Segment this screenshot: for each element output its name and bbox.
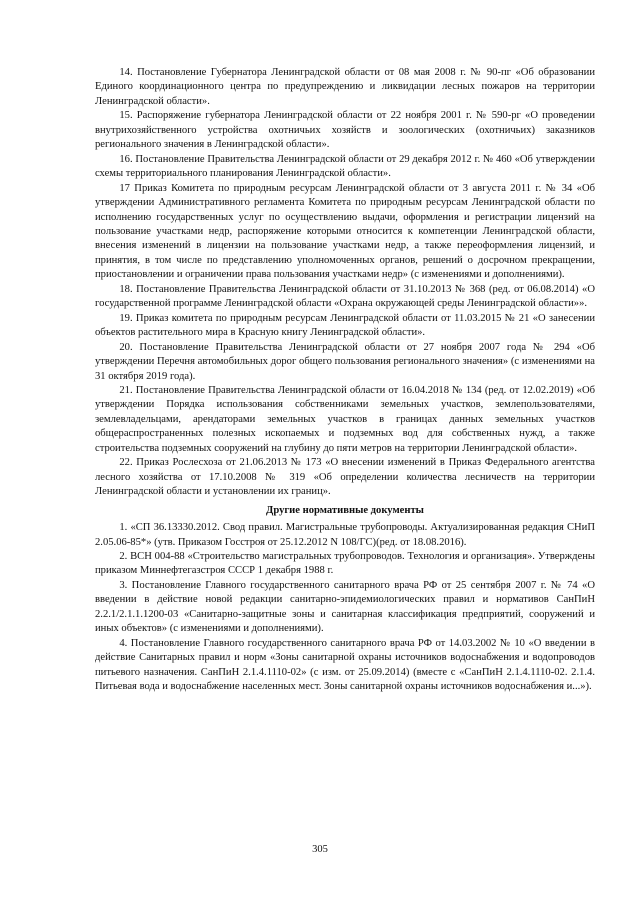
- list-item: 14. Постановление Губернатора Ленинградской области от 08 мая 2008 г. № 90-пг «Об образовании Единого координационного центра по предупреждению и ликвидации лесных пожаров на территории Ленинградской области».: [95, 67, 595, 107]
- page-number: 305: [312, 844, 328, 855]
- list-item: 20. Постановление Правительства Ленинградской области от 27 ноября 2007 года № 294 «Об утверждении Перечня автомобильных дорог общего пользования регионального значения» (с изменениями на 31 октября 2019 года).: [95, 341, 595, 382]
- document-page: [95, 66, 595, 694]
- list-item: 19. Приказ комитета по природным ресурсам Ленинградской области от 11.03.2015 № 21 «О занесении объектов растительного мира в Красную книгу Ленинградской области».: [95, 312, 595, 339]
- list-item: 17 Приказ Комитета по природным ресурсам Ленинградской области от 3 августа 2011 г. № 34 «Об утверждении Административного регламента Комитета по природным ресурсам Ленинградской области по исполнению государственных услуг по осуществлению выдачи, оформления и регистрации лицензий на пользование участками недр, распоряжение которыми относится к компетенции Ленинградской области, внесения изменений в лицензии на пользование участками недр, а также переоформления лицензий, и принятия, в том числе по представлению уполномоченных органов, решений о досрочном прекращении, приостановлении и ограничении права пользования участками недр» (с изменениями и дополнениями).: [95, 182, 595, 281]
- list-item: 4. Постановление Главного государственного санитарного врача РФ от 14.03.2002 № 10 «О введении в действие Санитарных правил и норм «Зоны санитарной охраны источников водоснабжения и водопроводов питьевого назначения. СанПиН 2.1.4.1110-02» (с изм. от 25.09.2014) (вместе с «СанПиН 2.1.4.1110-02. 2.1.4. Питьевая вода и водоснабжение населенных мест. Зоны санитарной охраны источников водоснабжения и...»).: [95, 637, 595, 693]
- list-item: 21. Постановление Правительства Ленинградской области от 16.04.2018 № 134 (ред. от 12.02.2019) «Об утверждении Порядка использования собственниками земельных участков, землепользователями, землевладельцами, арендаторами земельных участков в границах данных земельных участков общераспространенных полезных ископаемых и подземных вод для собственных нужд, а также строительства подземных сооружений на глубину до пяти метров на территории Ленинградской области».: [95, 384, 595, 454]
- list-item: 3. Постановление Главного государственного санитарного врача РФ от 25 сентября 2007 г. № 74 «О введении в действие новой редакции санитарно-эпидемиологических правил и нормативов СанПиН 2.2.1/2.1.1.1200-03 «Санитарно-защитные зоны и санитарная классификация предприятий, сооружений и иных объектов» (с изменениями и дополнениями).: [95, 579, 595, 635]
- list-item: 2. ВСН 004-88 «Строительство магистральных трубопроводов. Технология и организация». Утверждены приказом Миннефтегазстроя СССР 1 декабря 1988 г.: [95, 550, 595, 577]
- list-item: 16. Постановление Правительства Ленинградской области от 29 декабря 2012 г. № 460 «Об утверждении схемы территориального планирования Ленинградской области».: [95, 153, 595, 180]
- list-item: 18. Постановление Правительства Ленинградской области от 31.10.2013 № 368 (ред. от 06.08.2014) «О государственной программе Ленинградской области «Охрана окружающей среды Ленинградской области»».: [95, 283, 595, 310]
- list-item: 22. Приказ Рослесхоза от 21.06.2013 № 173 «О внесении изменений в Приказ Федерального агентства лесного хозяйства от 17.10.2008 № 319 «Об определении количества лесничеств на территории Ленинградской области и установлении их границ».: [95, 457, 595, 498]
- list-item: 15. Распоряжение губернатора Ленинградской области от 22 ноября 2001 г. № 590-рг «О проведении внутрихозяйственного устройства охотничьих хозяйств и зоологических (охотничьих) заказников регионального значения в Ленинградской области».: [95, 110, 595, 151]
- section-heading: Другие нормативные документы: [266, 504, 424, 516]
- list-item: 1. «СП 36.13330.2012. Свод правил. Магистральные трубопроводы. Актуализированная редакция СНиП 2.05.06-85*» (утв. Приказом Госстроя от 25.12.2012 N 108/ГС)(ред. от 18.08.2016).: [95, 522, 595, 548]
